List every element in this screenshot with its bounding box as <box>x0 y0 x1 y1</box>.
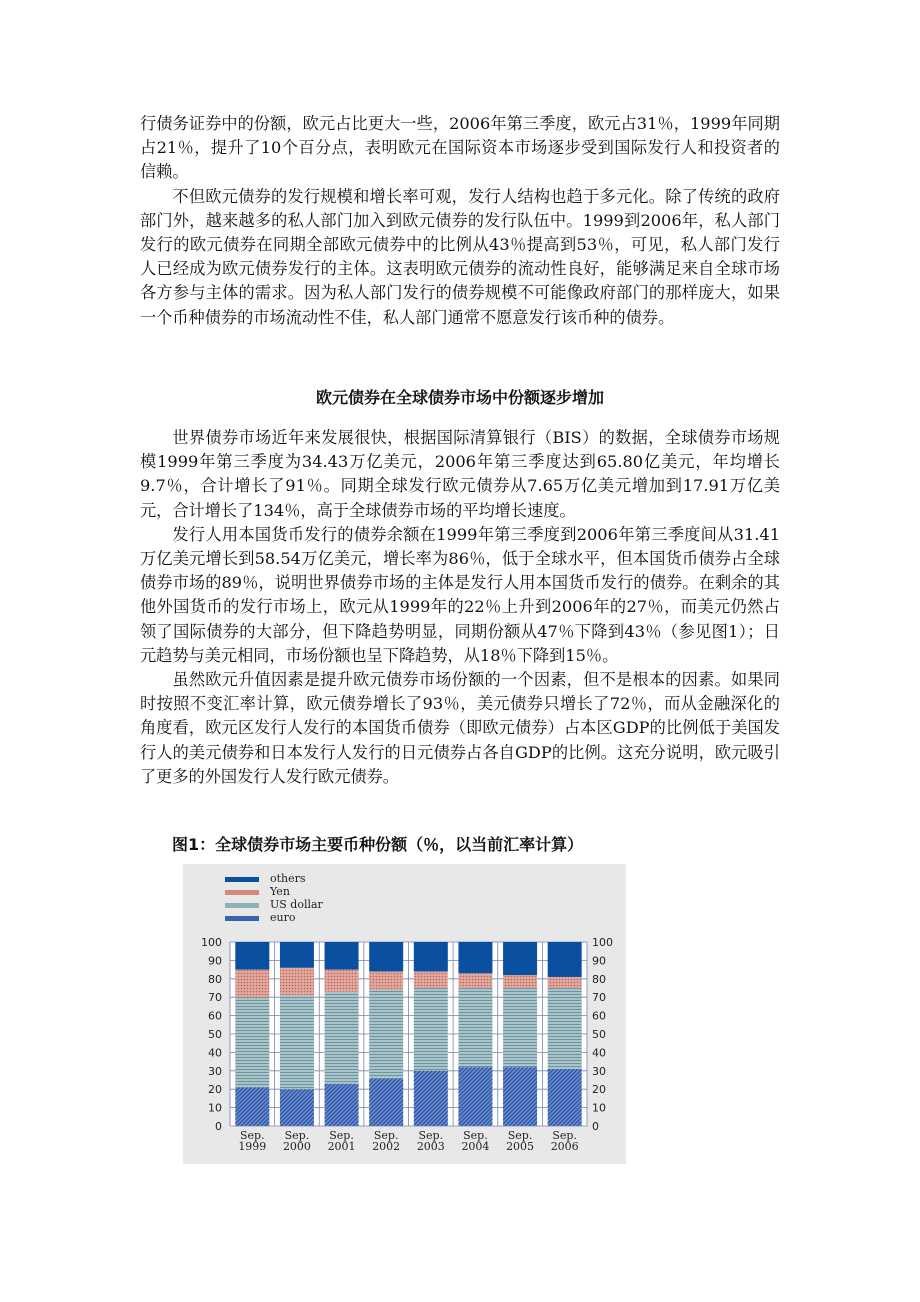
x-tick-label: Sep. 2002 <box>372 1129 401 1153</box>
y-tick-label-right: 30 <box>592 1064 606 1078</box>
bar-others <box>548 942 582 977</box>
y-tick-label-right: 0 <box>592 1120 599 1133</box>
y-tick-label-right: 100 <box>592 936 613 949</box>
bar-euro <box>548 1069 582 1126</box>
x-tick-label: Sep. 2004 <box>461 1129 490 1153</box>
bar-us-dollar <box>235 997 269 1087</box>
y-tick-label-left: 60 <box>208 1009 222 1023</box>
section-heading: 欧元债券在全球债券市场中份额逐步增加 <box>315 388 604 407</box>
y-tick-label-right: 40 <box>592 1046 606 1060</box>
legend-label: euro <box>270 911 296 924</box>
x-tick-label: Sep. 2006 <box>550 1129 579 1153</box>
y-tick-label-right: 90 <box>592 954 606 968</box>
bar-others <box>369 942 403 971</box>
bar-yen <box>235 970 269 998</box>
bar-euro <box>414 1071 448 1126</box>
legend-label: Yen <box>270 885 290 898</box>
bar-others <box>325 942 359 970</box>
x-tick-label: Sep. 1999 <box>238 1129 267 1153</box>
figure-caption: 图1：全球债券市场主要币种份额（％，以当前汇率计算） <box>172 835 584 854</box>
bar-euro <box>458 1067 492 1126</box>
y-tick-label-right: 70 <box>592 991 606 1005</box>
bar-us-dollar <box>369 990 403 1078</box>
paragraph: 发行人用本国货币发行的债券余额在1999年第三季度到2006年第三季度间从31.41万亿美元增长到58.54万亿美元，增长率为86％，低于全球水平，但本国货币债券占全球债券市场的89％，说明世界债券市场的主体是发行人用本国货币发行的债券。在剩余的其他外国货币的发行市场上，欧元从1999年的22％上升到2006年的27％，而美元仍然占领了国际债券的大部分，但下降趋势明显，同期份额从47％下降到43％（参见图1）；日元趋势与美元相同，市场份额也呈下降趋势，从18％下降到15％。 <box>140 524 780 665</box>
chart-plot <box>183 864 626 1164</box>
y-tick-label-right: 80 <box>592 972 606 986</box>
bar-others <box>458 942 492 973</box>
bar-us-dollar <box>280 995 314 1089</box>
bar-yen <box>548 977 582 988</box>
y-tick-label-right: 20 <box>592 1083 606 1097</box>
bar-us-dollar <box>325 992 359 1084</box>
y-tick-label-right: 10 <box>592 1101 606 1115</box>
bar-yen <box>325 970 359 992</box>
y-tick-label-left: 70 <box>208 991 222 1005</box>
bar-others <box>280 942 314 968</box>
x-tick-label: Sep. 2003 <box>416 1129 445 1153</box>
y-tick-label-left: 20 <box>208 1083 222 1097</box>
paragraph: 虽然欧元升值因素是提升欧元债券市场份额的一个因素，但不是根本的因素。如果同时按照不变汇率计算，欧元债券增长了93％，美元债券只增长了72％，而从金融深化的角度看，欧元区发行人发行的本国货币债券（即欧元债券）占本区GDP的比例低于美国发行人的美元债券和日本发行人发行的日元债券占各自GDP的比例。这充分说明，欧元吸引了更多的外国发行人发行欧元债券。 <box>140 670 780 786</box>
y-tick-label-right: 60 <box>592 1009 606 1023</box>
bar-us-dollar <box>503 988 537 1067</box>
bar-euro <box>325 1084 359 1126</box>
bar-others <box>503 942 537 975</box>
y-tick-label-left: 100 <box>201 936 222 949</box>
y-tick-label-left: 40 <box>208 1046 222 1060</box>
y-tick-label-left: 50 <box>208 1028 222 1041</box>
bar-yen <box>503 975 537 988</box>
y-tick-label-left: 90 <box>208 954 222 968</box>
bar-others <box>414 942 448 971</box>
bar-euro <box>503 1067 537 1126</box>
bar-euro <box>235 1087 269 1126</box>
paragraph: 不但欧元债券的发行规模和增长率可观，发行人结构也趋于多元化。除了传统的政府部门外，越来越多的私人部门加入到欧元债券的发行队伍中。1999到2006年，私人部门发行的欧元债券在同期全部欧元债券中的比例从43％提高到53％，可见，私人部门发行人已经成为欧元债券发行的主体。这表明欧元债券的流动性良好，能够满足来自全球市场各方参与主体的需求。因为私人部门发行的债券规模不可能像政府部门的那样庞大，如果一个币种债券的市场流动性不佳，私人部门通常不愿意发行该币种的债券。 <box>140 186 780 327</box>
y-tick-label-left: 0 <box>215 1120 222 1133</box>
bar-euro <box>369 1078 403 1126</box>
bar-euro <box>280 1089 314 1126</box>
text-block-top <box>140 112 780 330</box>
bar-us-dollar <box>414 988 448 1071</box>
y-tick-label-left: 10 <box>208 1101 222 1115</box>
stacked-bar-chart <box>183 864 626 1164</box>
bar-yen <box>280 968 314 996</box>
bar-us-dollar <box>458 988 492 1067</box>
x-tick-label: Sep. 2000 <box>282 1129 311 1153</box>
y-tick-label-left: 80 <box>208 972 222 986</box>
bar-yen <box>414 971 448 988</box>
bar-others <box>235 942 269 970</box>
y-tick-label-right: 50 <box>592 1028 606 1041</box>
legend-label: others <box>270 872 306 885</box>
paragraph: 世界债券市场近年来发展很快，根据国际清算银行（BIS）的数据，全球债券市场规模1999年第三季度为34.43万亿美元，2006年第三季度达到65.80亿美元，年均增长9.7％，合计增长了91％。同期全球发行欧元债券从7.65万亿美元增加到17.91万亿美元，合计增长了134％，高于全球债券市场的平均增长速度。 <box>140 428 780 520</box>
paragraph: 行债务证券中的份额，欧元占比更大一些，2006年第三季度，欧元占31％，1999年同期占21％，提升了10个百分点，表明欧元在国际资本市场逐步受到国际发行人和投资者的信赖。 <box>140 114 780 182</box>
bar-yen <box>458 973 492 988</box>
x-tick-label: Sep. 2005 <box>506 1129 535 1153</box>
bar-us-dollar <box>548 988 582 1069</box>
bar-yen <box>369 971 403 989</box>
text-block-bottom <box>140 426 780 789</box>
legend-label: US dollar <box>270 898 323 911</box>
y-tick-label-left: 30 <box>208 1064 222 1078</box>
x-tick-label: Sep. 2001 <box>327 1129 356 1153</box>
